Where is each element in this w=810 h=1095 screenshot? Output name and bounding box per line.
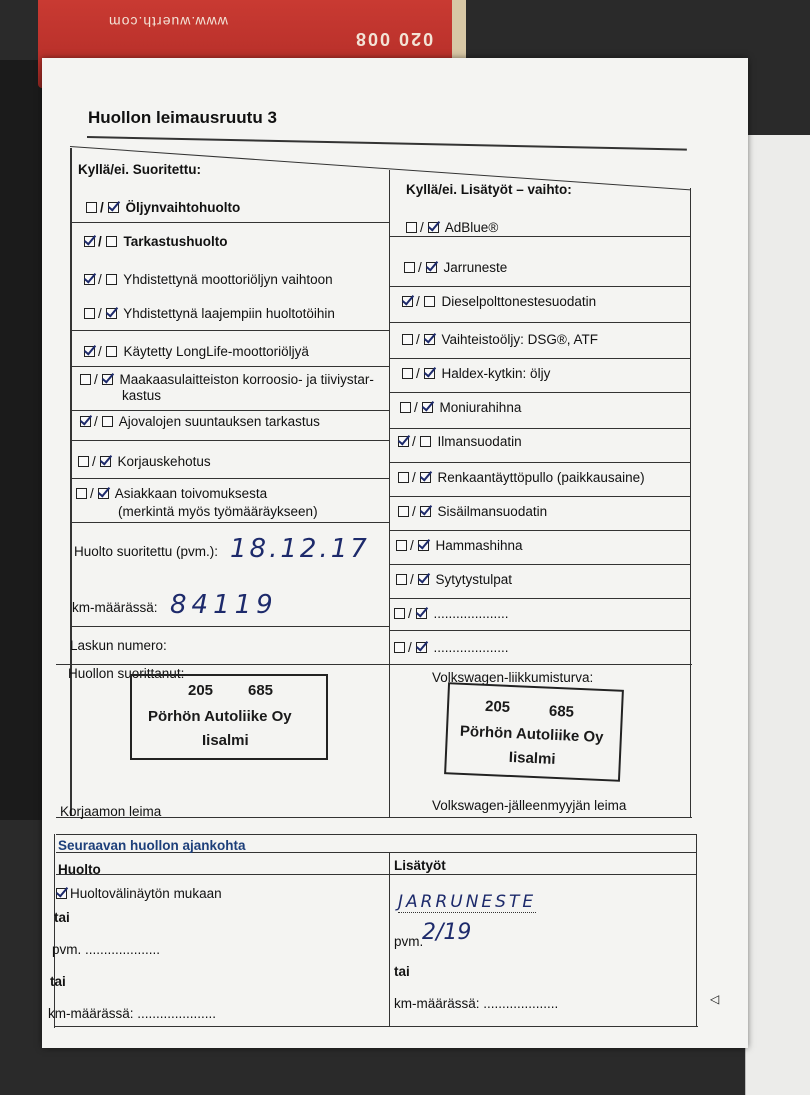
table-left-border	[70, 148, 72, 816]
background-sheet	[745, 135, 810, 1095]
next-table-left	[54, 834, 55, 1028]
right-item-blank2[interactable]: / ....................	[394, 640, 509, 655]
next-pvm-right: pvm.	[394, 934, 424, 949]
checkbox-no[interactable]	[422, 402, 433, 413]
table-center-divider	[389, 170, 390, 818]
row-line	[390, 530, 690, 531]
next-lisatyot-handwritten[interactable]: JARRUNESTE	[398, 892, 537, 912]
left-item-maakaasu[interactable]: / Maakaasulaitteiston korroosio- ja tiiviystar-	[80, 372, 374, 387]
stamp-code2: 685	[548, 702, 575, 721]
left-item-maakaasu-line2: kastus	[122, 388, 162, 403]
stamp-city: Iisalmi	[202, 732, 249, 749]
checkbox-no[interactable]	[106, 274, 117, 285]
left-item-asiakkaan[interactable]: / Asiakkaan toivomuksesta	[76, 486, 267, 501]
next-tai-1: tai	[54, 910, 70, 925]
checkbox-yes[interactable]	[404, 262, 415, 273]
checkbox-yes[interactable]	[84, 274, 95, 285]
right-item-haldex[interactable]: / Haldex-kytkin: öljy	[402, 366, 550, 381]
row-line	[56, 664, 692, 665]
row-line	[70, 440, 390, 441]
checkbox-yes[interactable]	[402, 296, 413, 307]
right-item-vaihteisto[interactable]: / Vaihteistoöljy: DSG®, ATF	[402, 332, 598, 347]
right-item-diesel[interactable]: / Dieselpolttonestesuodatin	[402, 294, 596, 309]
next-service-title: Seuraavan huollon ajankohta	[58, 838, 246, 853]
box-url: www.wuerth.com	[108, 14, 228, 30]
suorittanut-label: Huollon suorittanut:	[68, 666, 185, 681]
next-pvm[interactable]: pvm. ....................	[52, 942, 161, 957]
checkbox-no[interactable]	[424, 296, 435, 307]
left-item-laajempiin[interactable]: / Yhdistettynä laajempiin huoltotöihin	[84, 306, 335, 321]
checkbox-no[interactable]	[420, 436, 431, 447]
checkbox-no[interactable]	[106, 346, 117, 357]
table-right-border	[690, 188, 691, 818]
vw-liikkumisturva-label: Volkswagen-liikkumisturva:	[432, 670, 594, 685]
left-item-ajovalot[interactable]: / Ajovalojen suuntauksen tarkastus	[80, 414, 320, 429]
right-item-adblue[interactable]: / AdBlue®	[406, 220, 498, 235]
checkbox-no[interactable]	[106, 236, 117, 247]
checkbox-yes[interactable]	[402, 368, 413, 379]
left-column-header: Kyllä/ei. Suoritettu:	[78, 162, 202, 177]
checkbox-yes[interactable]	[76, 488, 87, 499]
right-column-header: Kyllä/ei. Lisätyöt – vaihto:	[406, 182, 572, 197]
row-line	[390, 598, 690, 599]
page-title: Huollon leimausruutu 3	[88, 108, 277, 127]
left-item-oljynvaihto[interactable]: / Öljynvaihtohuolto	[86, 200, 240, 215]
checkbox-no[interactable]	[106, 308, 117, 319]
checkbox-no[interactable]	[100, 456, 111, 467]
checkbox-yes[interactable]	[406, 222, 417, 233]
checkbox-yes[interactable]	[84, 308, 95, 319]
next-pvm-handwritten[interactable]: 2/19	[422, 920, 472, 945]
checkbox-yes[interactable]	[398, 436, 409, 447]
checkbox-no[interactable]	[424, 368, 435, 379]
km-label: km-määrässä:	[72, 600, 158, 615]
stamp-code2: 685	[248, 682, 274, 699]
checkbox-no[interactable]	[418, 574, 429, 585]
checkbox-yes[interactable]	[402, 334, 413, 345]
checkbox-yes[interactable]	[396, 574, 407, 585]
row-line	[70, 410, 390, 411]
checkbox-no[interactable]	[102, 374, 113, 385]
title-rule	[87, 136, 687, 151]
right-item-moniurahihna[interactable]: / Moniurahihna	[400, 400, 521, 415]
km-handwritten[interactable]: 84119	[170, 590, 278, 620]
row-line	[390, 564, 690, 565]
next-table-bottom	[54, 1026, 698, 1027]
checkbox-no[interactable]	[420, 472, 431, 483]
right-item-jarruneste[interactable]: / Jarruneste	[404, 260, 507, 275]
row-line	[70, 522, 390, 523]
row-line	[70, 222, 390, 223]
checkbox-yes[interactable]	[394, 608, 405, 619]
next-tai-3: tai	[394, 964, 410, 979]
checkbox-yes[interactable]	[398, 472, 409, 483]
checkbox-yes[interactable]	[84, 236, 95, 247]
checkbox-no[interactable]	[102, 416, 113, 427]
checkbox-no[interactable]	[108, 202, 119, 213]
row-line	[390, 496, 690, 497]
right-item-sytytystulpat[interactable]: / Sytytystulpat	[396, 572, 512, 587]
huolto-date-handwritten[interactable]: 18.12.17	[230, 534, 370, 564]
checkbox-yes[interactable]	[394, 642, 405, 653]
right-item-blank1[interactable]: / ....................	[394, 606, 509, 621]
checkbox-yes[interactable]	[86, 202, 97, 213]
checkbox-no[interactable]	[428, 222, 439, 233]
service-booklet-page	[42, 58, 748, 1048]
vw-stamp	[444, 682, 624, 782]
left-item-tarkastushuolto[interactable]: / Tarkastushuolto	[84, 234, 228, 249]
checkbox-yes[interactable]	[400, 402, 411, 413]
next-huoltovali[interactable]: Huoltovälinäytön mukaan	[56, 886, 222, 901]
row-line	[390, 236, 690, 237]
next-km-right[interactable]: km-määrässä: ....................	[394, 996, 559, 1011]
row-line	[390, 462, 690, 463]
checkbox-no[interactable]	[98, 488, 109, 499]
next-col-lisatyot: Lisätyöt	[394, 858, 446, 873]
checkbox-yes[interactable]	[396, 540, 407, 551]
checkbox-no[interactable]	[418, 540, 429, 551]
row-line	[390, 392, 690, 393]
next-km[interactable]: km-määrässä: .....................	[48, 1006, 217, 1021]
next-table-top	[56, 834, 696, 835]
checkbox-yes[interactable]	[80, 374, 91, 385]
row-line	[390, 286, 690, 287]
next-table-right	[696, 834, 697, 1026]
row-line	[390, 630, 690, 631]
stamp-name: Pörhön Autoliike Oy	[459, 722, 604, 747]
checkbox-no[interactable]	[416, 608, 427, 619]
checkbox-huoltovali[interactable]	[56, 888, 67, 899]
left-item-longlife[interactable]: / Käytetty LongLife-moottoriöljyä	[84, 344, 309, 359]
vw-jalleenmyyja-label: Volkswagen-jälleenmyyjän leima	[432, 798, 627, 813]
checkbox-no[interactable]	[420, 506, 431, 517]
stamp-name: Pörhön Autoliike Oy	[148, 708, 292, 725]
stamp-code1: 205	[188, 682, 214, 699]
triangle-marker-icon: ◁	[710, 992, 720, 1006]
next-table-divider	[389, 852, 390, 1026]
checkbox-yes[interactable]	[84, 346, 95, 357]
row-line	[390, 358, 690, 359]
stamp-code1: 205	[484, 697, 511, 716]
right-item-ilmansuodatin[interactable]: / Ilmansuodatin	[398, 434, 522, 449]
left-item-asiakkaan-line2: (merkintä myös työmääräykseen)	[118, 504, 318, 519]
checkbox-no[interactable]	[424, 334, 435, 345]
right-item-renkaantayttopullo[interactable]: / Renkaantäyttöpullo (paikkausaine)	[398, 470, 645, 485]
checkbox-no[interactable]	[416, 642, 427, 653]
next-tai-2: tai	[50, 974, 66, 989]
next-table-row	[56, 874, 696, 875]
row-line	[70, 626, 390, 627]
left-item-korjauskehotus[interactable]: / Korjauskehotus	[78, 454, 211, 469]
workshop-stamp	[130, 674, 328, 760]
row-line	[70, 478, 390, 479]
checkbox-yes[interactable]	[398, 506, 409, 517]
row-line	[70, 330, 390, 331]
row-line	[390, 428, 690, 429]
huolto-date-label: Huolto suoritettu (pvm.):	[74, 544, 219, 559]
next-col-huolto: Huolto	[58, 862, 101, 877]
checkbox-yes[interactable]	[78, 456, 89, 467]
stamp-city: Iisalmi	[508, 748, 556, 768]
row-line	[390, 322, 690, 323]
box-code: 020 008	[354, 29, 434, 49]
row-line	[70, 366, 390, 367]
checkbox-no[interactable]	[426, 262, 437, 273]
laskun-label: Laskun numero:	[70, 638, 167, 653]
right-item-hammashihna[interactable]: / Hammashihna	[396, 538, 523, 553]
korjaamon-leima: Korjaamon leima	[60, 804, 162, 819]
checkbox-yes[interactable]	[80, 416, 91, 427]
right-item-sisailmansuodatin[interactable]: / Sisäilmansuodatin	[398, 504, 547, 519]
left-item-moottoriolja[interactable]: / Yhdistettynä moottoriöljyn vaihtoon	[84, 272, 333, 287]
